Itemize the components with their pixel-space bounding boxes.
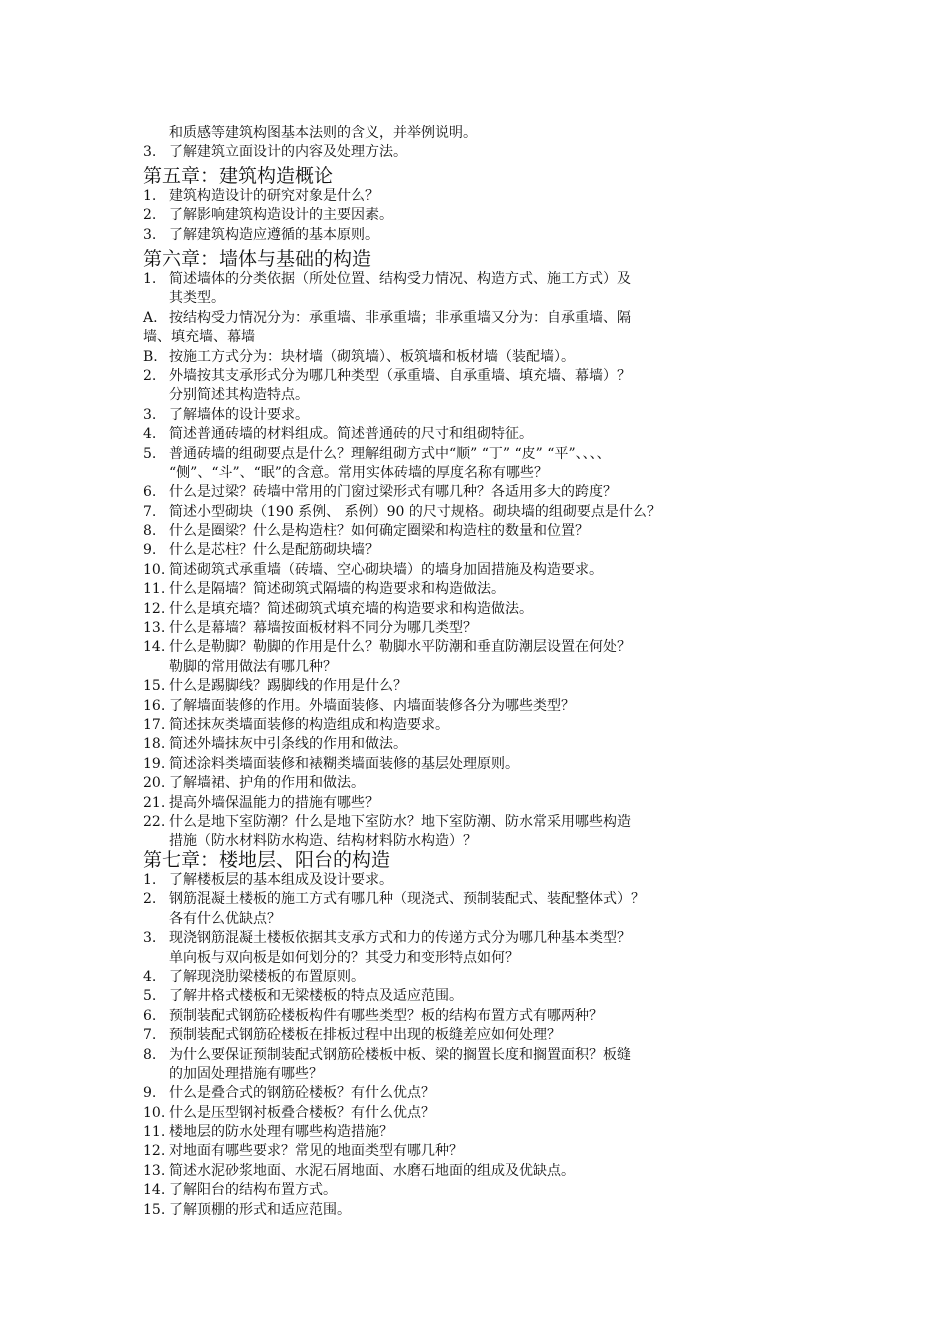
item-text: 和质感等建筑构图基本法则的含义，并举例说明。	[169, 125, 477, 141]
item-text: 简述抹灰类墙面装修的构造组成和构造要求。	[169, 716, 449, 733]
list-item	[143, 226, 823, 245]
list-item	[143, 1104, 823, 1123]
list-item	[143, 600, 823, 619]
item-text: 了解楼板层的基本组成及设计要求。	[169, 872, 393, 888]
item-text: 对地面有哪些要求？常见的地面类型有哪几种？	[169, 1143, 463, 1160]
list-item	[143, 348, 823, 367]
list-item-continuation	[143, 910, 823, 929]
item-text: 了解墙面装修的作用。外墙面装修、内墙面装修各分为哪些类型？	[169, 697, 575, 714]
list-item	[143, 367, 823, 386]
list-item	[143, 187, 823, 206]
list-item	[143, 1084, 823, 1103]
chapter-5-title: 第五章：建筑构造概论	[143, 165, 334, 187]
item-number: 2.	[143, 207, 157, 224]
item-number: 10.	[143, 1104, 166, 1121]
item-text: “侧”、“斗”、“眠”的含意。常用实体砖墙的厚度名称有哪些？	[169, 464, 548, 481]
list-item	[143, 522, 823, 541]
list-item	[143, 1046, 823, 1065]
list-item	[143, 541, 823, 560]
item-number: 6.	[143, 484, 157, 501]
item-number: 15.	[143, 1201, 166, 1218]
item-text: 预制装配式钢筋砼楼板构件有哪些类型？板的结构布置方式有哪两种？	[169, 1007, 603, 1024]
list-item	[143, 619, 823, 638]
list-item-continuation	[143, 124, 823, 143]
item-text: 什么是踢脚线？踢脚线的作用是什么？	[169, 678, 407, 695]
list-item	[143, 1123, 823, 1142]
item-text: 了解影响建筑构造设计的主要因素。	[169, 207, 393, 224]
item-text: 措施（防水材料防水构造、结构材料防水构造）？	[169, 833, 477, 850]
item-text: 了解顶棚的形式和适应范围。	[169, 1201, 351, 1218]
item-number: 4.	[143, 968, 157, 985]
list-item	[143, 774, 823, 793]
list-item-continuation	[143, 289, 823, 308]
item-number	[143, 658, 169, 677]
item-text: 简述水泥砂浆地面、水泥石屑地面、水磨石地面的组成及优缺点。	[169, 1162, 575, 1179]
item-number	[143, 1065, 169, 1084]
list-item	[143, 309, 823, 328]
list-item-continuation	[143, 386, 823, 405]
list-item	[143, 735, 823, 754]
item-text: 简述涂料类墙面装修和裱糊类墙面装修的基层处理原则。	[169, 755, 519, 772]
item-number: 4.	[143, 426, 157, 443]
item-number: 1.	[143, 188, 157, 204]
item-text: 什么是叠合式的钢筋砼楼板？有什么优点？	[169, 1085, 435, 1102]
list-item	[143, 445, 823, 464]
item-number	[143, 910, 169, 929]
chapter-5-list	[143, 187, 823, 245]
item-number: 1.	[143, 872, 157, 888]
item-number	[143, 124, 169, 143]
list-item	[143, 794, 823, 813]
item-number: 13.	[143, 1162, 166, 1179]
item-number: 11.	[143, 1124, 166, 1141]
list-item	[143, 813, 823, 832]
item-number: 5.	[143, 988, 157, 1005]
item-number	[143, 949, 169, 968]
list-item	[143, 677, 823, 696]
list-item	[143, 503, 823, 522]
chapter-7-section	[143, 849, 823, 1220]
item-number: 7.	[143, 1027, 157, 1044]
chapter-5-section	[143, 165, 823, 245]
item-number: 15.	[143, 678, 166, 695]
list-item	[143, 580, 823, 599]
list-item	[143, 697, 823, 716]
list-item-continuation	[143, 464, 823, 483]
item-number: 3.	[143, 226, 157, 243]
item-number: 10.	[143, 561, 166, 578]
item-number: 18.	[143, 736, 166, 753]
list-item	[143, 270, 823, 289]
item-number: 8.	[143, 1046, 157, 1063]
item-number: 7.	[143, 503, 157, 520]
item-number: 2.	[143, 367, 157, 384]
item-text: 简述小型砌块（190 系例、 系例）90 的尺寸规格。砌块墙的组砌要点是什么？	[169, 503, 661, 520]
item-number: B.	[143, 348, 158, 365]
item-text: 提高外墙保温能力的措施有哪些？	[169, 794, 379, 811]
item-text: 了解阳台的结构布置方式。	[169, 1182, 337, 1199]
item-text: 了解井格式楼板和无梁楼板的特点及适应范围。	[169, 988, 463, 1005]
list-item	[143, 1201, 823, 1220]
item-text: 什么是圈梁？什么是构造柱？如何确定圈梁和构造柱的数量和位置？	[169, 523, 589, 540]
list-item-continuation	[143, 949, 823, 968]
item-number: 13.	[143, 620, 166, 637]
list-item	[143, 755, 823, 774]
item-text: 了解墙裙、护角的作用和做法。	[169, 775, 365, 792]
list-item	[143, 638, 823, 657]
item-number: 14.	[143, 639, 166, 656]
item-number: 17.	[143, 716, 166, 733]
item-text: 各有什么优缺点？	[169, 910, 281, 927]
item-text: 什么是过梁？砖墙中常用的门窗过梁形式有哪几种？各适用多大的跨度？	[169, 484, 617, 501]
item-text: 钢筋混凝土楼板的施工方式有哪几种（现浇式、预制装配式、装配整体式）？	[169, 891, 645, 908]
item-number: 19.	[143, 755, 166, 772]
item-text: 其类型。	[169, 290, 225, 307]
item-number: A.	[143, 309, 158, 326]
item-text: 的加固处理措施有哪些？	[169, 1065, 323, 1082]
chapter-7-list	[143, 871, 823, 1220]
list-item	[143, 968, 823, 987]
item-number: 11.	[143, 581, 166, 598]
item-text: 什么是隔墙？简述砌筑式隔墙的构造要求和构造做法。	[169, 581, 505, 598]
item-text: 了解墙体的设计要求。	[169, 406, 309, 423]
list-item	[143, 143, 823, 162]
list-item	[143, 1181, 823, 1200]
item-text: 什么是芯柱？什么是配筋砌块墙？	[169, 542, 379, 559]
list-item	[143, 1162, 823, 1181]
item-number: 22.	[143, 813, 166, 830]
item-text: 普通砖墙的组砌要点是什么？理解组砌方式中“顺” “丁” “皮” “平”、、、、	[169, 445, 611, 462]
item-number: 14.	[143, 1182, 166, 1199]
item-text: 现浇钢筋混凝土楼板依据其支承方式和力的传递方式分为哪几种基本类型？	[169, 930, 631, 947]
list-item	[143, 1026, 823, 1045]
item-text: 按施工方式分为：块材墙（砌筑墙）、板筑墙和板材墙（装配墙）。	[169, 348, 575, 365]
chapter-6-list	[143, 270, 823, 852]
item-number	[143, 386, 169, 405]
list-item	[143, 987, 823, 1006]
item-number: 2.	[143, 891, 157, 908]
item-text: 外墙按其支承形式分为哪几种类型（承重墙、自承重墙、填充墙、幕墙）？	[169, 367, 631, 384]
item-text: 了解建筑立面设计的内容及处理方法。	[169, 144, 407, 161]
list-item	[143, 483, 823, 502]
item-number: 21.	[143, 794, 166, 811]
list-item	[143, 871, 823, 890]
item-text: 什么是地下室防潮？什么是地下室防水？地下室防潮、防水常采用哪些构造	[169, 813, 631, 830]
item-number: 3.	[143, 406, 157, 423]
item-text: 墙、填充墙、幕墙	[143, 329, 255, 346]
item-text: 楼地层的防水处理有哪些构造措施？	[169, 1124, 393, 1141]
item-text: 什么是压型钢衬板叠合楼板？有什么优点？	[169, 1104, 435, 1121]
list-item	[143, 929, 823, 948]
item-number	[143, 289, 169, 308]
item-text: 什么是填充墙？简述砌筑式填充墙的构造要求和构造做法。	[169, 600, 533, 617]
item-number: 3.	[143, 144, 157, 161]
item-number: 16.	[143, 697, 166, 714]
item-text: 按结构受力情况分为：承重墙、非承重墙；非承重墙又分为：自承重墙、隔	[169, 309, 631, 326]
list-item-continuation	[143, 328, 823, 347]
item-number: 20.	[143, 775, 166, 792]
intro-section	[143, 124, 823, 163]
item-text: 单向板与双向板是如何划分的？其受力和变形特点如何？	[169, 949, 519, 966]
list-item	[143, 1142, 823, 1161]
item-text: 简述砌筑式承重墙（砖墙、空心砌块墙）的墙身加固措施及构造要求。	[169, 561, 603, 578]
list-item-continuation	[143, 1065, 823, 1084]
item-number: 1.	[143, 271, 157, 287]
item-text: 预制装配式钢筋砼楼板在排板过程中出现的板缝差应如何处理？	[169, 1027, 561, 1044]
item-text: 了解建筑构造应遵循的基本原则。	[169, 226, 379, 243]
list-item	[143, 1007, 823, 1026]
item-text: 简述墙体的分类依据（所处位置、结构受力情况、构造方式、施工方式）及	[169, 271, 631, 287]
item-number: 12.	[143, 600, 166, 617]
list-item	[143, 561, 823, 580]
item-text: 什么是幕墙？幕墙按面板材料不同分为哪几类型？	[169, 620, 477, 637]
item-number: 8.	[143, 523, 157, 540]
item-number	[143, 464, 169, 483]
chapter-7-title: 第七章：楼地层、阳台的构造	[143, 849, 391, 871]
list-item	[143, 425, 823, 444]
item-number: 5.	[143, 445, 157, 462]
list-item	[143, 206, 823, 225]
item-text: 建筑构造设计的研究对象是什么？	[169, 188, 379, 204]
item-number: 6.	[143, 1007, 157, 1024]
item-text: 勒脚的常用做法有哪几种？	[169, 658, 337, 675]
chapter-6-section	[143, 248, 823, 852]
list-item-continuation	[143, 658, 823, 677]
item-number: 12.	[143, 1143, 166, 1160]
list-item	[143, 890, 823, 909]
list-item	[143, 716, 823, 735]
item-text: 分别简述其构造特点。	[169, 387, 309, 404]
item-number: 9.	[143, 542, 157, 559]
item-number: 3.	[143, 930, 157, 947]
item-text: 简述外墙抹灰中引条线的作用和做法。	[169, 736, 407, 753]
item-text: 简述普通砖墙的材料组成。简述普通砖的尺寸和组砌特征。	[169, 426, 533, 443]
item-text: 了解现浇肋梁楼板的布置原则。	[169, 968, 365, 985]
list-item	[143, 406, 823, 425]
chapter-6-title: 第六章：墙体与基础的构造	[143, 248, 372, 270]
item-text: 为什么要保证预制装配式钢筋砼楼板中板、梁的搁置长度和搁置面积？板缝	[169, 1046, 631, 1063]
item-number: 9.	[143, 1085, 157, 1102]
item-text: 什么是勒脚？勒脚的作用是什么？勒脚水平防潮和垂直防潮层设置在何处？	[169, 639, 631, 656]
